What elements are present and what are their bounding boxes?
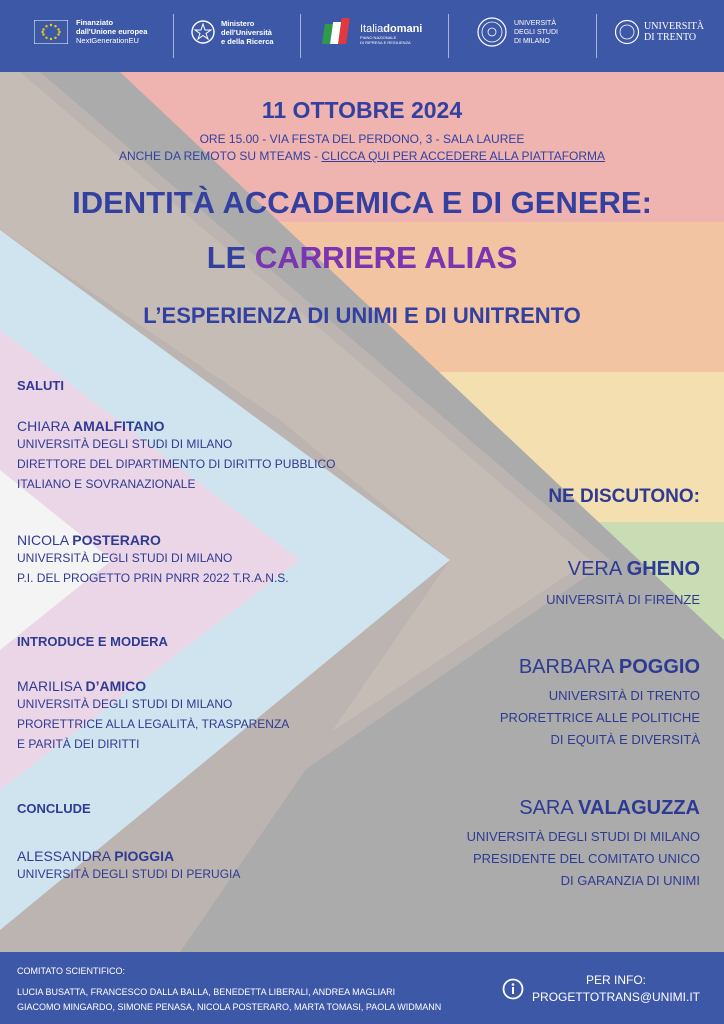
speaker-last-name: POGGIO [618,656,700,678]
speaker-name [17,532,289,548]
speaker-last-name: POSTERARO [72,532,161,548]
eu-flag-icon [34,20,68,44]
committee-heading: COMITATO SCIENTIFICO: [17,966,125,976]
event-title-line2-a: LE [206,240,255,275]
speaker-affiliation: UNIVERSITÀ DI TRENTO [548,688,700,703]
speaker-affiliation: UNIVERSITÀ DEGLI STUDI DI MILANO [17,437,233,451]
committee-members-line1: LUCIA BUSATTA, FRANCESCO DALLA BALLA, BENEDETTA LIBERALI, ANDREA MAGLIARI [17,987,396,997]
event-title-line2 [0,240,724,276]
speaker-role: DIRETTORE DEL DIPARTIMENTO DI DIRITTO PUBBLICO [17,457,336,471]
republic-emblem-icon [190,18,216,46]
event-date: 11 OTTOBRE 2024 [261,97,463,123]
ministero-line3: e della Ricerca [221,37,274,46]
speaker-first-name: BARBARA [518,656,619,678]
logo-bar [0,0,724,72]
speaker-role: DI GARANZIA DI UNIMI [560,873,700,888]
event-title-line1: IDENTITÀ ACCADEMICA E DI GENERE: [72,185,652,220]
italiadomani-name-a: Italia [360,23,384,35]
speaker-affiliation: UNIVERSITÀ DEGLI STUDI DI MILANO [17,697,233,711]
speaker-posteraro [17,532,289,588]
info-email[interactable]: PROGETTOTRANS@UNIMI.IT [532,990,700,1004]
mteams-link[interactable]: CLICCA QUI PER ACCEDERE ALLA PIATTAFORMA [321,149,606,163]
unitrento-seal-icon [614,19,640,45]
unimi-line2: DEGLI STUDI [514,29,558,36]
italiadomani-sub2: DI RIPRESA E RESILIENZA [360,40,411,45]
event-location-block [0,131,724,165]
speaker-name [17,418,336,434]
section-saluti: SALUTI [17,378,64,393]
section-introduce: INTRODUCE E MODERA [17,634,168,649]
speaker-name [17,848,240,864]
section-conclude: CONCLUDE [17,801,91,816]
footer [0,952,724,1024]
speaker-role: ITALIANO E SOVRANAZIONALE [17,477,196,491]
eu-logo-line1: Finanziato [76,18,114,27]
speaker-role: PRORETTRICE ALLA LEGALITÀ, TRASPARENZA [17,717,290,731]
logo-divider [448,14,449,58]
speaker-name [546,558,700,581]
logo-divider [596,14,597,58]
logo-divider [300,14,301,58]
speaker-role: DI EQUITÀ E DIVERSITÀ [550,732,700,747]
speaker-last-name: GHENO [626,558,700,580]
speaker-name [500,656,700,679]
ministero-line1: Ministero [221,19,255,28]
speaker-last-name: PIOGGIA [114,848,175,864]
info-label: PER INFO: [586,973,647,987]
speaker-name [17,678,289,694]
speaker-first-name: SARA [519,797,579,819]
speaker-last-name: AMALFITANO [73,418,165,434]
speaker-affiliation: UNIVERSITÀ DEGLI STUDI DI PERUGIA [17,867,241,881]
logo-divider [173,14,174,58]
speaker-first-name: VERA [567,558,627,580]
speaker-first-name: ALESSANDRA [17,848,115,864]
speaker-affiliation: UNIVERSITÀ DEGLI STUDI DI MILANO [466,829,700,844]
speaker-pioggia [17,848,240,884]
info-block [532,972,700,1006]
speaker-role: PRORETTRICE ALLE POLITICHE [499,710,700,725]
unitrento-line1: UNIVERSITÀ [644,21,704,32]
speaker-poggio [500,656,700,751]
eu-logo-line3: NextGenerationEU [76,36,139,45]
speaker-role: E PARITÀ DEI DIRITTI [17,737,140,751]
italiadomani-sub1: PIANO NAZIONALE [360,35,397,40]
eu-logo-line2: dall'Unione europea [76,27,148,36]
speaker-first-name: NICOLA [17,532,73,548]
speaker-amalfitano [17,418,336,494]
section-ne-discutono: NE DISCUTONO: [548,486,700,507]
speaker-first-name: MARILISA [17,678,86,694]
speaker-affiliation: UNIVERSITÀ DI FIRENZE [546,592,700,607]
speaker-first-name: CHIARA [17,418,74,434]
speaker-gheno [546,558,700,611]
info-icon [502,978,524,1000]
event-title-highlight: CARRIERE ALIAS [254,240,518,275]
speaker-affiliation: UNIVERSITÀ DEGLI STUDI DI MILANO [17,551,233,565]
speaker-last-name: D’AMICO [85,678,147,694]
speaker-damico [17,678,289,754]
event-location: ORE 15.00 - VIA FESTA DEL PERDONO, 3 - SALA LAUREE [199,132,525,146]
italiadomani-name [360,23,470,35]
unimi-line3: DI MILANO [514,38,550,45]
unimi-seal-icon [476,16,508,48]
event-remote-prefix: ANCHE DA REMOTO SU MTEAMS - [118,149,322,163]
ministero-line2: dell'Università [221,28,272,37]
speaker-role: PRESIDENTE DEL COMITATO UNICO [472,851,700,866]
event-subtitle: L’ESPERIENZA DI UNIMI E DI UNITRENTO [143,303,581,328]
unitrento-line2: DI TRENTO [644,32,697,43]
committee-members-line2: GIACOMO MINGARDO, SIMONE PENASA, NICOLA POSTERARO, MARTA TOMASI, PAOLA WIDMANN [17,1002,442,1012]
speaker-valaguzza [467,797,700,892]
speaker-last-name: VALAGUZZA [578,797,700,819]
italiadomani-name-b: domani [383,23,423,35]
speaker-role: P.I. DEL PROGETTO PRIN PNRR 2022 T.R.A.N.S. [17,571,289,585]
unimi-line1: UNIVERSITÀ [514,20,557,27]
italiadomani-mark-icon [322,16,356,48]
event-remote-line [0,148,724,165]
speaker-name [467,797,700,820]
